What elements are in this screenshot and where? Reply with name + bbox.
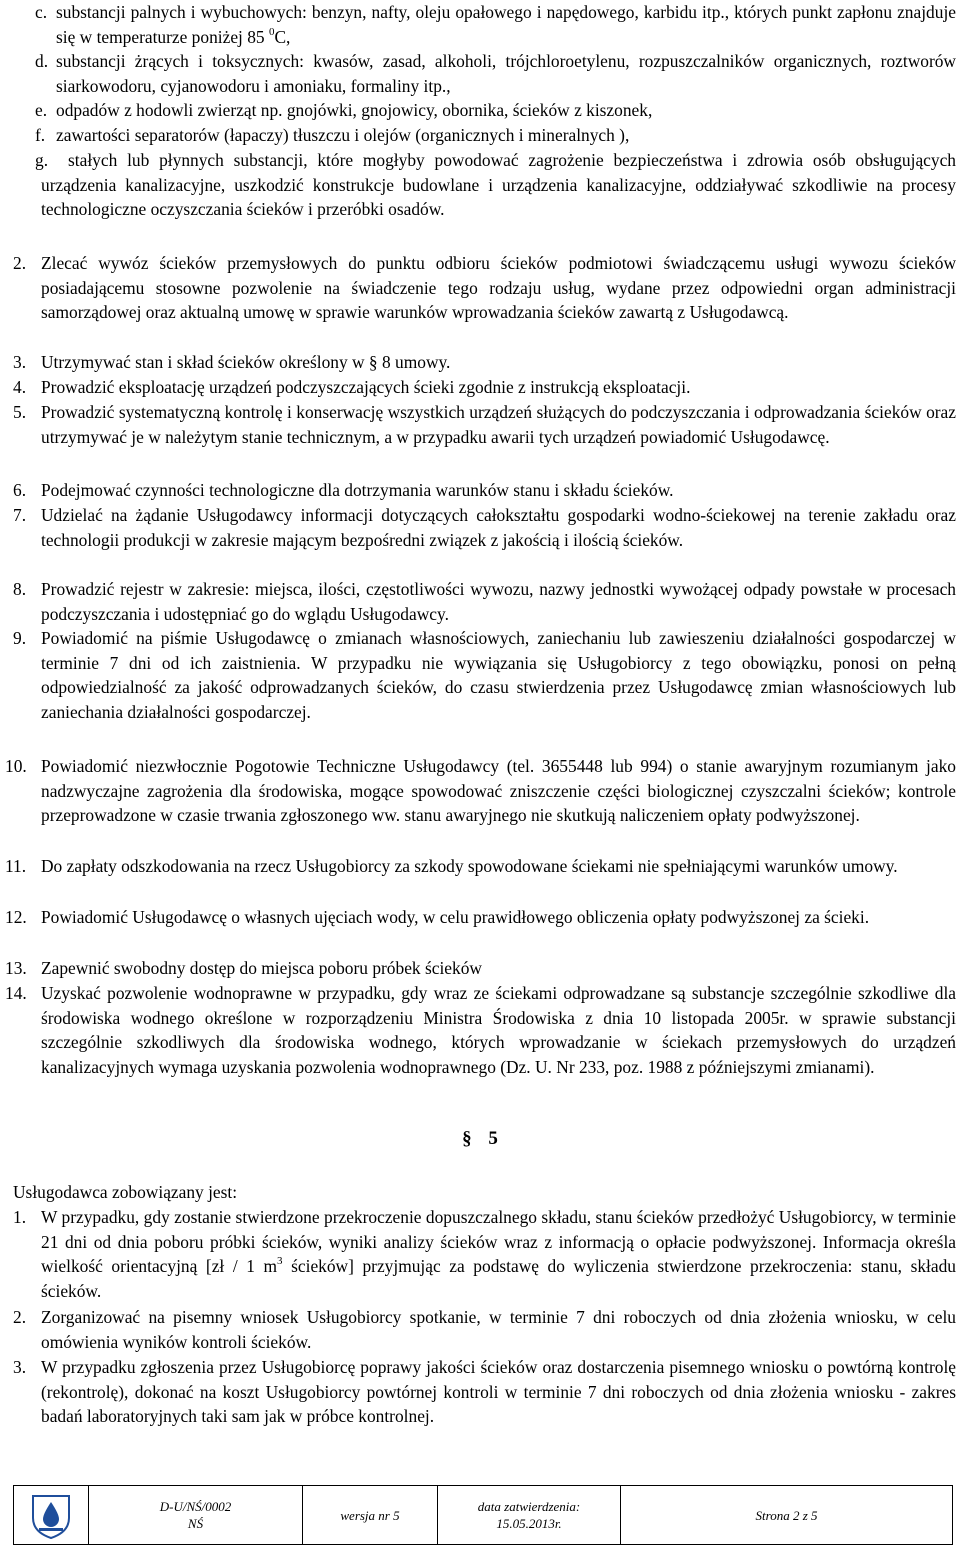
numbered-item-text: Zlecać wywóz ścieków przemysłowych do punktu odbioru ścieków podmiotowi świadczącemu usługi wywozu ścieków posiadającemu stosowne pozwolenie na świadczenie tego rodzaju usług, wydane przez odpowiedni organ administracji samorządowej oraz aktualną umowę w sprawie warunków wprowadzania ścieków zawartą z Usługodawcą. xyxy=(41,253,956,323)
section-heading: § 5 xyxy=(462,1128,498,1149)
numbered-item-text: Uzyskać pozwolenie wodnoprawne w przypadku, gdy wraz ze ściekami odprowadzane są substancje szczególnie szkodliwe dla środowiska wodnego określone w rozporządzeniu Ministra Środowiska z dnia 10 listopada 2005r. w sprawie substancji szczególnie szkodliwych dla środowiska wodnego, których wprowadzanie w ściekach przemysłowych do urządzeń kanalizacyjnych wymaga uzyskania pozwolenia wodnoprawnego (Dz. U. Nr 233, poz. 1988 z późniejszymi zmianami). xyxy=(41,983,956,1077)
numbered-item-label: 8. xyxy=(13,579,27,599)
version-cell: wersja nr 5 xyxy=(303,1486,438,1545)
list-item-label: f. xyxy=(35,125,46,145)
list-item-label: c. xyxy=(35,2,48,22)
obligation-item-text: W przypadku zgłoszenia przez Usługobiorcę poprawy jakości ścieków oraz dostarczenia pisemnego wniosku o powtórną kontrolę (rekontrolę), dokonać na koszt Usługobiorcy powtórnej kontroli w terminie 7 dni roboczych od dnia złożenia wniosku - zakres badań laboratoryjnych taki sam jak w próbce kontrolnej. xyxy=(41,1357,956,1427)
numbered-item-label: 3. xyxy=(13,352,27,372)
document-code: D-U/NŚ/0002 xyxy=(159,1499,232,1514)
numbered-item-label: 6. xyxy=(13,480,27,500)
obligation-item-label: 2. xyxy=(13,1307,27,1327)
numbered-item-text: Udzielać na żądanie Usługodawcy informacji dotyczących całokształtu gospodarki wodno-ściekowej na terenie zakładu oraz technologii produkcji w zakresie mającym bezpośredni związek z jakością i ilością ścieków. xyxy=(41,505,956,550)
approval-date-cell xyxy=(438,1486,621,1545)
document-code-cell xyxy=(89,1486,303,1545)
list-item-text: substancji palnych i wybuchowych: benzyn, nafty, oleju opałowego i napędowego, karbidu itp., których punkt zapłonu znajduje się w temperaturze poniżej 85 $^0$C, xyxy=(56,2,956,47)
numbered-item-text: Powiadomić na piśmie Usługodawcę o zmianach własnościowych, zaniechaniu lub zawieszeniu działalności gospodarczej w terminie 7 dni od ich zaistnienia. W przypadku nie wywiązania się Usługobiorcy z tego obowiązku, ponosi on pełną odpowiedzialność za jakość odprowadzanych ścieków, do czasu stwierdzenia przez Usługodawcę zmian własnościowych lub zaniechania działalności gospodarczej. xyxy=(41,628,956,722)
numbered-item-text: Zapewnić swobodny dostęp do miejsca poboru próbek ścieków xyxy=(41,958,482,978)
list-item-label: e. xyxy=(35,100,48,120)
logo-cell xyxy=(14,1486,89,1545)
obligation-item-text: W przypadku, gdy zostanie stwierdzone przekroczenie dopuszczalnego składu, stanu ścieków przedłożyć Usługobiorcy, w terminie 21 dni od dnia poboru próbki ścieków, wyniki analizy ścieków wraz z informacją o opłacie podwyższonej. Informacja określa wielkość orientacyjną [zł / 1 $m^3$ ścieków] przyjmując za podstawę do wyliczenia stwierdzone przekroczenia: stanu, składu ścieków. xyxy=(41,1207,956,1301)
numbered-item-label: 13. xyxy=(5,958,27,978)
company-logo-icon xyxy=(29,1490,73,1540)
list-item-text: stałych lub płynnych substancji, które mogłyby powodować zagrożenie bezpieczeństwa i zdrowia osób obsługujących urządzenia kanalizacyjne, uszkodzić konstrukcje budowlane i urządzenia kanalizacyjne, oddziaływać szkodliwie na procesy technologiczne oczyszczania ścieków i przeróbki osadów. xyxy=(41,150,956,220)
numbered-item-text: Powiadomić niezwłocznie Pogotowie Techniczne Usługodawcy (tel. 3655448 lub 994) o stanie awaryjnym rozumianym jako nadzwyczajne zagrożenia dla środowiska, mogące spowodować zniszczenie części biologicznej czyszczalni ścieków; kontrole przeprowadzone w czasie trwania zgłoszonego ww. stanu awaryjnego nie skutkują naliczeniem opłaty podwyższonej. xyxy=(41,756,956,826)
numbered-item-text: Utrzymywać stan i skład ścieków określony w § 8 umowy. xyxy=(41,352,451,372)
obligation-item-label: 3. xyxy=(13,1357,27,1377)
numbered-item-text: Prowadzić systematyczną kontrolę i konserwację wszystkich urządzeń służących do podczyszczania i odprowadzania ścieków oraz utrzymywać je w należytym stanie technicznym, a w przypadku awarii tych urządzeń powiadomić Usługodawcę. xyxy=(41,402,956,447)
document-dept: NŚ xyxy=(187,1516,204,1531)
document-footer xyxy=(13,1485,953,1545)
numbered-item-label: 14. xyxy=(5,983,27,1003)
obligation-item-label: 1. xyxy=(13,1207,27,1227)
list-item-label: g. xyxy=(35,150,49,170)
numbered-item-text: Prowadzić rejestr w zakresie: miejsca, ilości, częstotliwości wywozu, nazwy jednostki wywożącej odpady powstałe w procesach podczyszczania i udostępniać go do wglądu Usługodawcy. xyxy=(41,579,956,624)
obligation-item-text: Zorganizować na pisemny wniosek Usługobiorcy spotkanie, w terminie 7 dni roboczych od dnia złożenia wniosku, w celu omówienia wyników kontroli ścieków. xyxy=(41,1307,956,1352)
numbered-item-text: Do zapłaty odszkodowania na rzecz Usługobiorcy za szkody spowodowane ściekami nie spełniającymi warunków umowy. xyxy=(41,856,898,876)
approval-date-value: 15.05.2013r. xyxy=(496,1516,562,1531)
list-item-text: odpadów z hodowli zwierząt np. gnojówki, gnojowicy, obornika, ścieków z kiszonek, xyxy=(56,100,653,120)
numbered-item-label: 7. xyxy=(13,505,27,525)
page-number: Strona 2 z 5 xyxy=(621,1486,953,1545)
approval-date-label: data zatwierdzenia: xyxy=(477,1499,581,1514)
list-item-text: zawartości separatorów (łapaczy) tłuszczu i olejów (organicznych i mineralnych ), xyxy=(56,125,630,145)
numbered-item-label: 12. xyxy=(5,907,27,927)
numbered-item-label: 2. xyxy=(13,253,27,273)
list-item-label: d. xyxy=(35,51,49,71)
list-item-text: substancji żrących i toksycznych: kwasów, zasad, alkoholi, trójchloroetylenu, rozpuszczalników organicznych, roztworów siarkowodoru, cyjanowodoru i amoniaku, formaliny itp., xyxy=(56,51,956,96)
numbered-item-text: Podejmować czynności technologiczne dla dotrzymania warunków stanu i składu ścieków. xyxy=(41,480,674,500)
numbered-item-text: Prowadzić eksploatację urządzeń podczyszczających ścieki zgodnie z instrukcją eksploatacji. xyxy=(41,377,691,397)
section-intro: Usługodawca zobowiązany jest: xyxy=(13,1182,238,1202)
numbered-item-label: 9. xyxy=(13,628,27,648)
numbered-item-label: 11. xyxy=(5,856,27,876)
numbered-item-label: 4. xyxy=(13,377,27,397)
numbered-item-label: 10. xyxy=(5,756,27,776)
numbered-item-label: 5. xyxy=(13,402,27,422)
numbered-item-text: Powiadomić Usługodawcę o własnych ujęciach wody, w celu prawidłowego obliczenia opłaty podwyższonej za ścieki. xyxy=(41,907,870,927)
